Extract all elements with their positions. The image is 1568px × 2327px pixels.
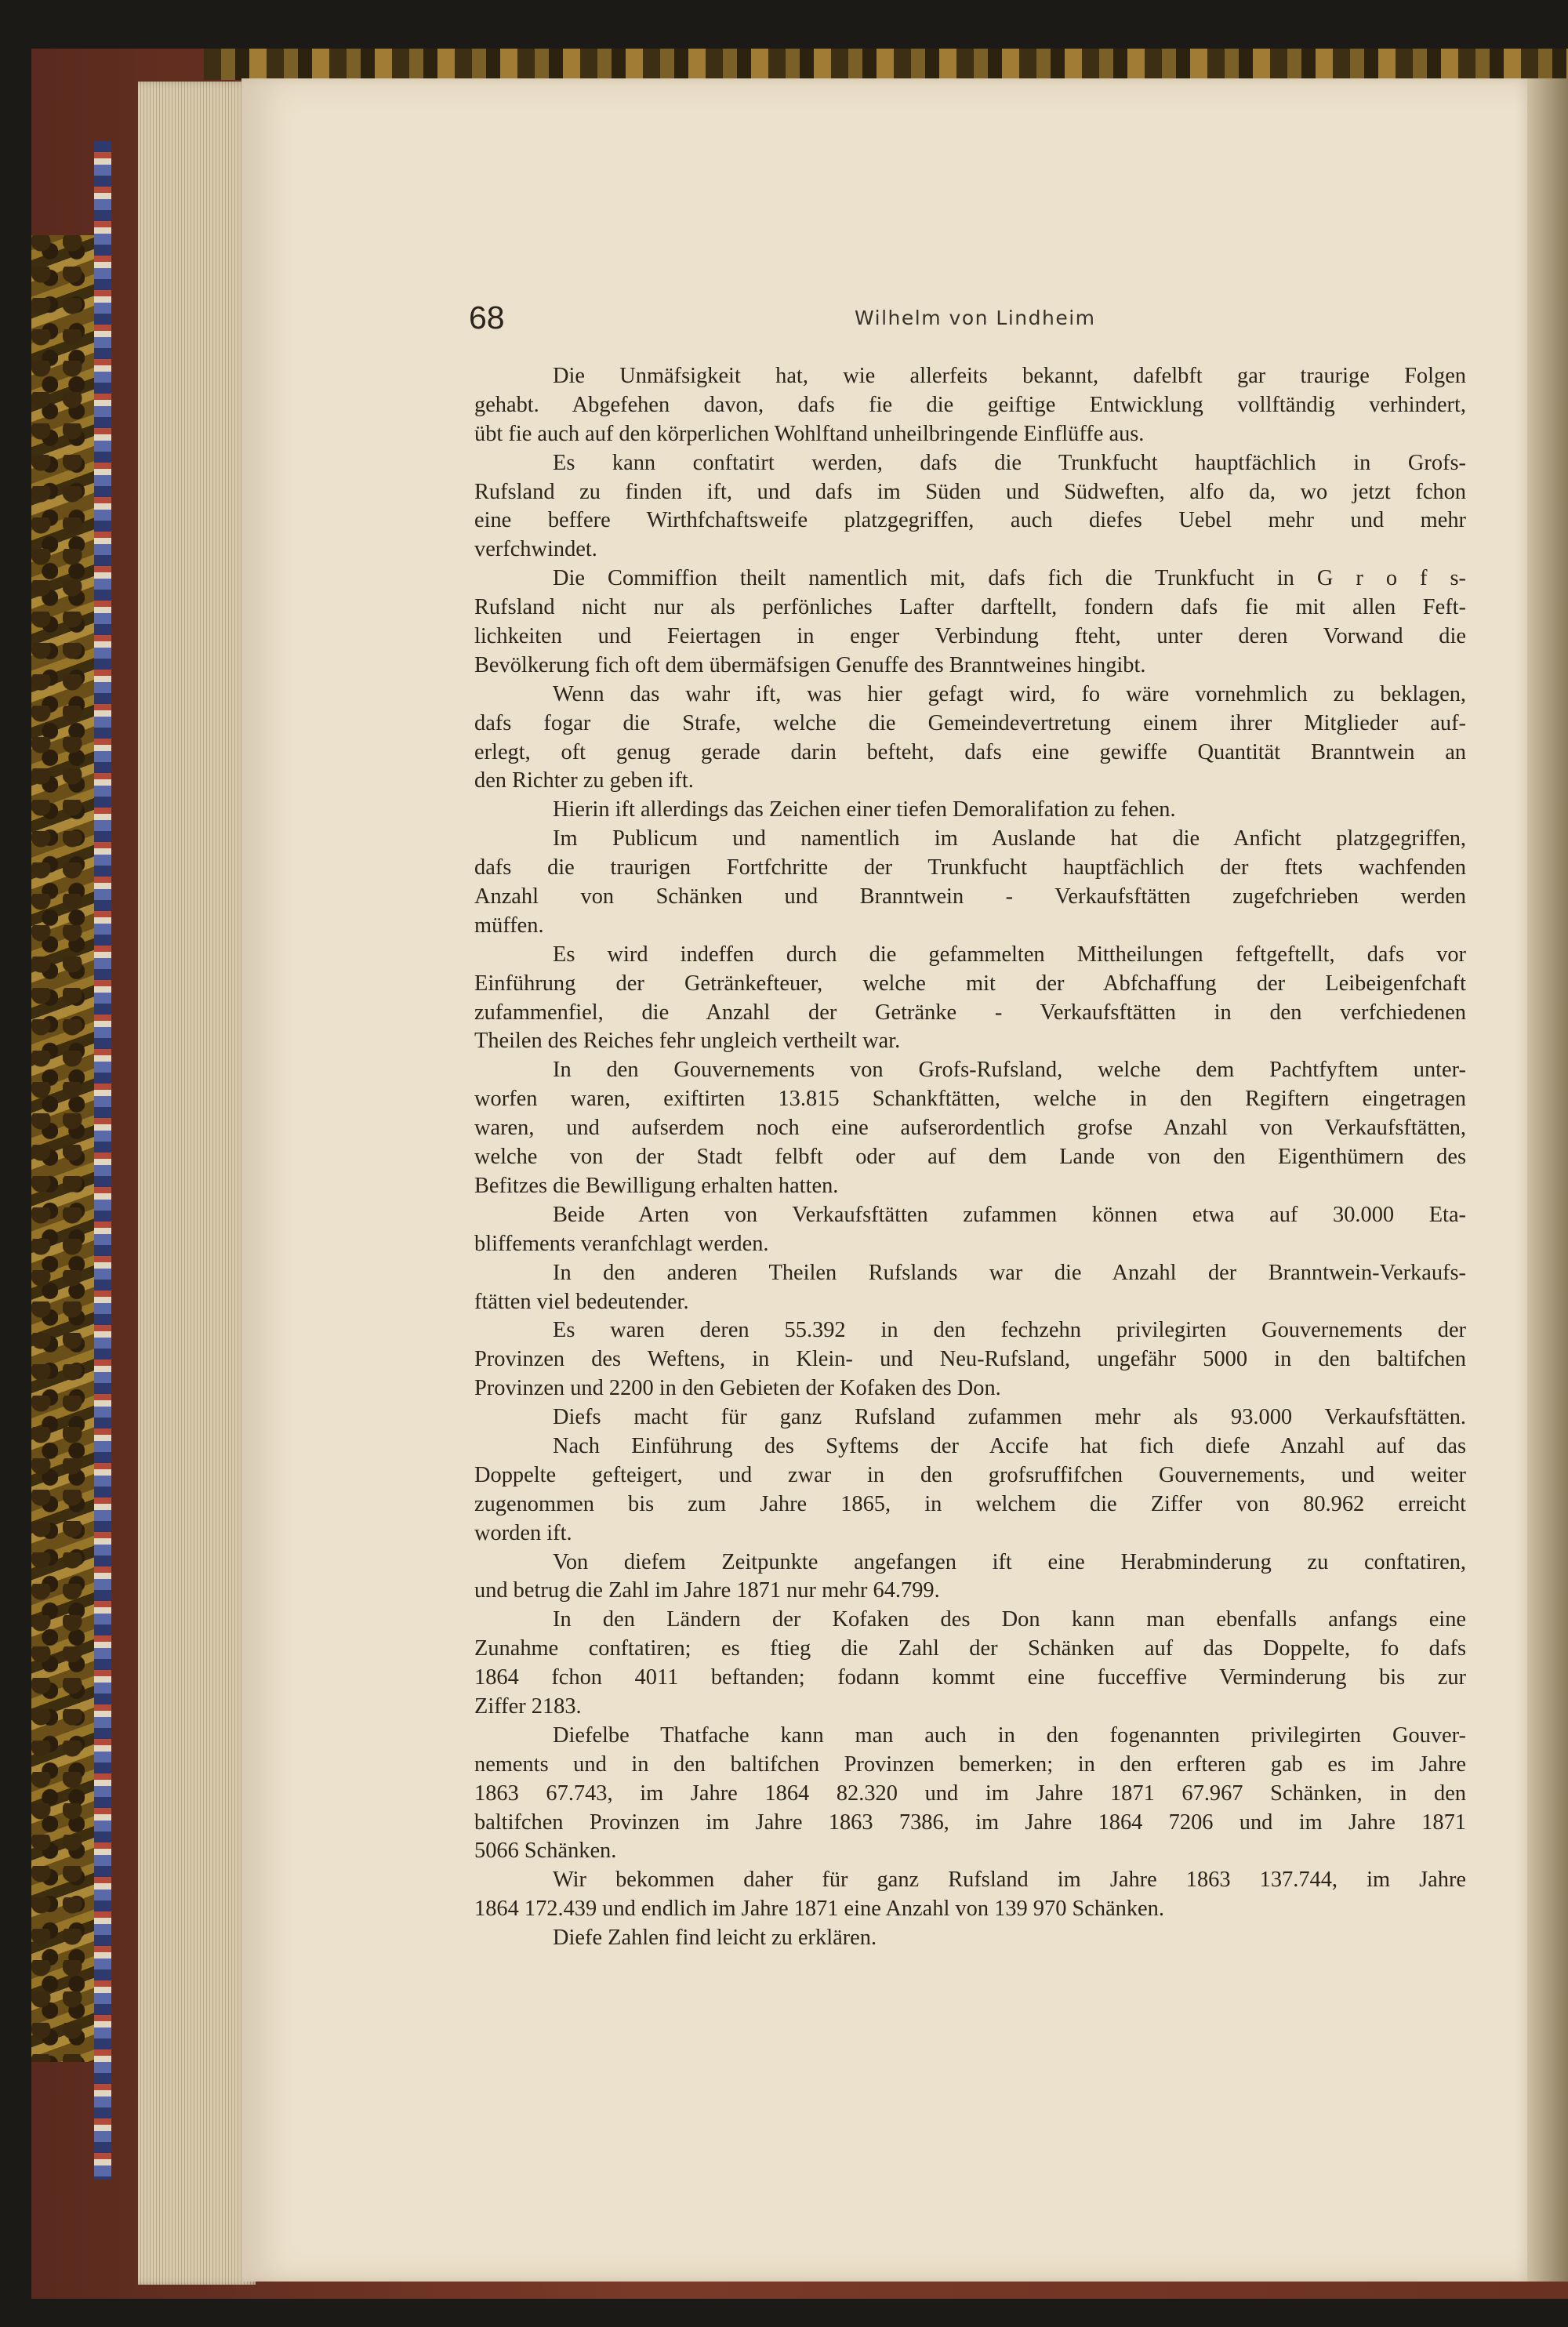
text-line: Von diefem Zeitpunkte angefangen ift eine Herabminderung zu conftatiren,: [553, 1549, 1466, 1574]
page-shadow: [1527, 78, 1568, 2282]
text-line: Befitzes die Bewilligung erhalten hatten.: [474, 1173, 839, 1198]
text-line: Nach Einführung des Syftems der Accife hat fich diefe Anzahl auf das: [553, 1433, 1466, 1458]
text-line: bliffements veranfchlagt werden.: [474, 1231, 769, 1256]
text-line: Provinzen des Weftens, in Klein- und Neu-Rufsland, ungefähr 5000 in den baltifchen: [474, 1347, 1466, 1372]
text-line: Provinzen und 2200 in den Gebieten der Kofaken des Don.: [474, 1376, 1001, 1401]
text-line: Es kann conftatirt werden, dafs die Trunkfucht hauptfächlich in Grofs-: [553, 450, 1466, 475]
text-line: worden ift.: [474, 1520, 572, 1545]
text-line: waren, und aufserdem noch eine aufserordentlich grofse Anzahl von Verkaufsftätten,: [474, 1116, 1466, 1141]
text-line: dafs die traurigen Fortfchritte der Trunkfucht hauptfächlich der ftets wachfenden: [474, 855, 1466, 880]
text-line: In den Gouvernements von Grofs-Rufsland, welche dem Pachtfyftem unter-: [553, 1058, 1466, 1083]
text-line: lichkeiten und Feiertagen in enger Verbindung fteht, unter deren Vorwand die: [474, 624, 1466, 649]
text-line: 1863 67.743, im Jahre 1864 82.320 und im Jahre 1871 67.967 Schänken, in den: [474, 1781, 1466, 1806]
text-line: zufammenfiel, die Anzahl der Getränke - Verkaufsftätten in den verfchiedenen: [474, 1000, 1466, 1025]
marbled-endpaper: [94, 141, 111, 2180]
text-line: 1864 172.439 und endlich im Jahre 1871 eine Anzahl von 139 970 Schänken.: [474, 1897, 1164, 1922]
text-line: Einführung der Getränkefteuer, welche mit der Abfchaffung der Leibeigenfchaft: [474, 971, 1466, 996]
text-line: In den anderen Theilen Rufslands war die Anzahl der Branntwein-Verkaufs-: [553, 1260, 1466, 1285]
text-line: den Richter zu geben ift.: [474, 768, 694, 793]
marbled-board-top: [204, 49, 1568, 80]
text-line: Anzahl von Schänken und Branntwein - Verkaufsftätten zugefchrieben werden: [474, 884, 1466, 909]
text-line: Wenn das wahr ift, was hier gefagt wird, fo wäre vornehmlich zu beklagen,: [553, 681, 1466, 706]
text-line: In den Ländern der Kofaken des Don kann man ebenfalls anfangs eine: [553, 1607, 1466, 1632]
text-line: Beide Arten von Verkaufsftätten zufammen können etwa auf 30.000 Eta-: [553, 1202, 1466, 1227]
text-line: Diefe Zahlen find leicht zu erklären.: [553, 1926, 877, 1951]
text-line: Hierin ift allerdings das Zeichen einer tiefen Demoralifation zu fehen.: [553, 797, 1176, 822]
page-edges: [138, 82, 256, 2285]
text-line: welche von der Stadt felbft oder auf dem Lande von den Eigenthümern des: [474, 1145, 1466, 1170]
text-line: zugenommen bis zum Jahre 1865, in welchem die Ziffer von 80.962 erreicht: [474, 1491, 1466, 1516]
text-line: eine beffere Wirthfchaftsweife platzgegriffen, auch diefes Uebel mehr und mehr: [474, 508, 1466, 533]
text-line: müffen.: [474, 913, 544, 938]
text-line: Im Publicum und namentlich im Auslande hat die Anficht platzgegriffen,: [553, 826, 1466, 851]
text-line: worfen waren, exiftirten 13.815 Schankftätten, welche in den Regiftern eingetragen: [474, 1087, 1466, 1112]
text-line: Wir bekommen daher für ganz Rufsland im Jahre 1863 137.744, im Jahre: [553, 1868, 1466, 1893]
text-line: Es wird indeffen durch die gefammelten Mittheilungen feftgeftellt, dafs vor: [553, 942, 1466, 967]
text-line: Rufsland nicht nur als perfönliches Lafter darftellt, fondern dafs fie mit allen Feft-: [474, 595, 1466, 620]
text-line: Theilen des Reiches fehr ungleich vertheilt war.: [474, 1029, 901, 1054]
text-line: Zunahme conftatiren; es ftieg die Zahl der Schänken auf das Doppelte, fo dafs: [474, 1636, 1466, 1661]
text-line: übt fie auch auf den körperlichen Wohlftand unheilbringende Einflüffe aus.: [474, 421, 1145, 446]
page-number: 68: [469, 299, 505, 336]
text-line: erlegt, oft genug gerade darin befteht, dafs eine gewiffe Quantität Branntwein an: [474, 739, 1466, 764]
text-line: baltifchen Provinzen im Jahre 1863 7386, im Jahre 1864 7206 und im Jahre 1871: [474, 1810, 1466, 1835]
text-line: Ziffer 2183.: [474, 1694, 582, 1719]
text-line: Die Unmäfsigkeit hat, wie allerfeits bekannt, dafelbft gar traurige Folgen: [553, 364, 1466, 388]
text-line: 5066 Schänken.: [474, 1839, 617, 1864]
text-line: Bevölkerung fich oft dem übermäfsigen Genuffe des Branntweines hingibt.: [474, 652, 1146, 677]
text-line: Es waren deren 55.392 in den fechzehn privilegirten Gouvernements der: [553, 1318, 1466, 1343]
body-text: [474, 362, 1466, 1953]
text-line: Diefs macht für ganz Rufsland zufammen mehr als 93.000 Verkaufsftätten.: [553, 1405, 1466, 1430]
text-line: und betrug die Zahl im Jahre 1871 nur mehr 64.799.: [474, 1578, 940, 1603]
text-line: dafs fogar die Strafe, welche die Gemeindevertretung einem ihrer Mitglieder auf-: [474, 710, 1466, 735]
text-line: nements und in den baltifchen Provinzen bemerken; in den erfteren gab es im Jahre: [474, 1752, 1466, 1777]
text-line: ftätten viel bedeutender.: [474, 1289, 689, 1314]
text-line: gehabt. Abgefehen davon, dafs fie die geiftige Entwicklung vollftändig verhindert,: [474, 392, 1466, 417]
running-head: Wilhelm von Lindheim: [855, 307, 1096, 329]
text-line: Diefelbe Thatfache kann man auch in den fogenannten privilegirten Gouver-: [553, 1723, 1466, 1748]
text-line: 1864 fchon 4011 beftanden; fodann kommt eine fucceffive Verminderung bis zur: [474, 1665, 1466, 1690]
text-line: Doppelte gefteigert, und zwar in den grofsruffifchen Gouvernements, und weiter: [474, 1462, 1466, 1487]
text-line: Die Commiffion theilt namentlich mit, dafs fich die Trunkfucht in G r o f s-: [553, 566, 1466, 591]
text-line: Rufsland zu finden ift, und dafs im Süden und Südweften, alfo da, wo jetzt fchon: [474, 479, 1466, 504]
text-line: verfchwindet.: [474, 537, 597, 562]
